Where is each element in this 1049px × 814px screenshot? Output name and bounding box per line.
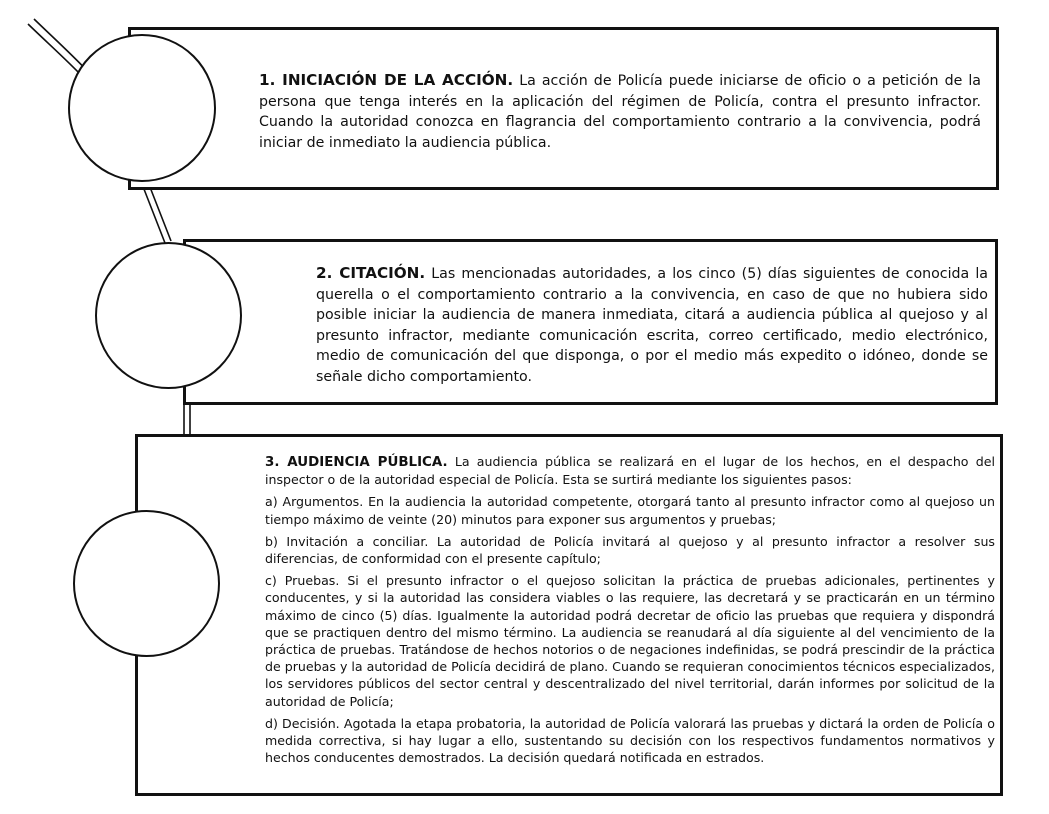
step-1-circle: [68, 34, 216, 182]
step-2-circle: [95, 242, 242, 389]
step-3-circle: [73, 510, 220, 657]
step-2-title: 2. CITACIÓN.: [316, 264, 426, 282]
step-3-item-c: c) Pruebas. Si el presunto infractor o el quejoso solicitan la práctica de pruebas adicionales, pertinentes y conducentes, y si la autoridad las considera viables o las requiere, las decretará y se practicarán en un término máximo de cinco (5) días. Igualmente la autoridad podrá decretar de oficio las pruebas que requiera y dispondrá que se practiquen dentro del mismo término. La audiencia se reanudará al día siguiente al del vencimiento de la práctica de pruebas. Tratándose de hechos notorios o de negaciones indefinidas, se podrá prescindir de la práctica de pruebas y la autoridad de Policía decidirá de plano. Cuando se requieran conocimientos técnicos especializados, los servidores públicos del sector central y descentralizado del nivel territorial, darán informes por solicitud de la autoridad de Policía;: [265, 573, 995, 709]
step-1-text: [259, 70, 981, 153]
step-1-box: [128, 27, 999, 190]
step-3-text: [265, 453, 995, 771]
step-3-item-a: a) Argumentos. En la audiencia la autoridad competente, otorgará tanto al presunto infractor como al quejoso un tiempo máximo de veinte (20) minutos para exponer sus argumentos y pruebas;: [265, 494, 995, 527]
step-2-box: [183, 239, 998, 405]
step-3-item-b: b) Invitación a conciliar. La autoridad de Policía invitará al quejoso y al presunto infractor a resolver sus diferencias, de conformidad con el presente capítulo;: [265, 533, 995, 567]
step-2-body: Las mencionadas autoridades, a los cinco (5) días siguientes de conocida la querella o el comportamiento contrario a la convivencia, en caso de que no hubiera sido posible iniciar la audiencia de manera inmediata, citará a audiencia pública al quejoso y al presunto infractor, mediante comunicación escrita, correo certificado, medio electrónico, medio de comunicación del que disponga, o por el medio más expedito o idóneo, donde se señale dicho comportamiento.: [316, 266, 989, 385]
step-2-text: [316, 263, 988, 388]
step-3-item-d: d) Decisión. Agotada la etapa probatoria, la autoridad de Policía valorará las pruebas y dictará la orden de Policía o medida correctiva, si hay lugar a ello, sustentando su decisión con los respectivos fundamentos normativos y hechos conducentes demostrados. La decisión quedará notificada en estrados.: [265, 715, 995, 766]
step-3-title: 3. AUDIENCIA PÚBLICA.: [265, 455, 448, 470]
step-3-box: [135, 434, 1003, 796]
step-1-title: 1. INICIACIÓN DE LA ACCIÓN.: [259, 71, 514, 89]
step-3-intro-body: La audiencia pública se realizará en el lugar de los hechos, en el despacho del inspector o de la autoridad especial de Policía. Esta se surtirá mediante los siguientes pasos:: [265, 454, 995, 488]
step-3-intro: [265, 453, 995, 488]
step-1-body: La acción de Policía puede iniciarse de oficio o a petición de la persona que tenga interés en la aplicación del régimen de Policía, contra el presunto infractor. Cuando la autoridad conozca en flagrancia del comportamiento contrario a la convivencia, podrá iniciar de inmediato la audiencia pública.: [259, 73, 982, 151]
